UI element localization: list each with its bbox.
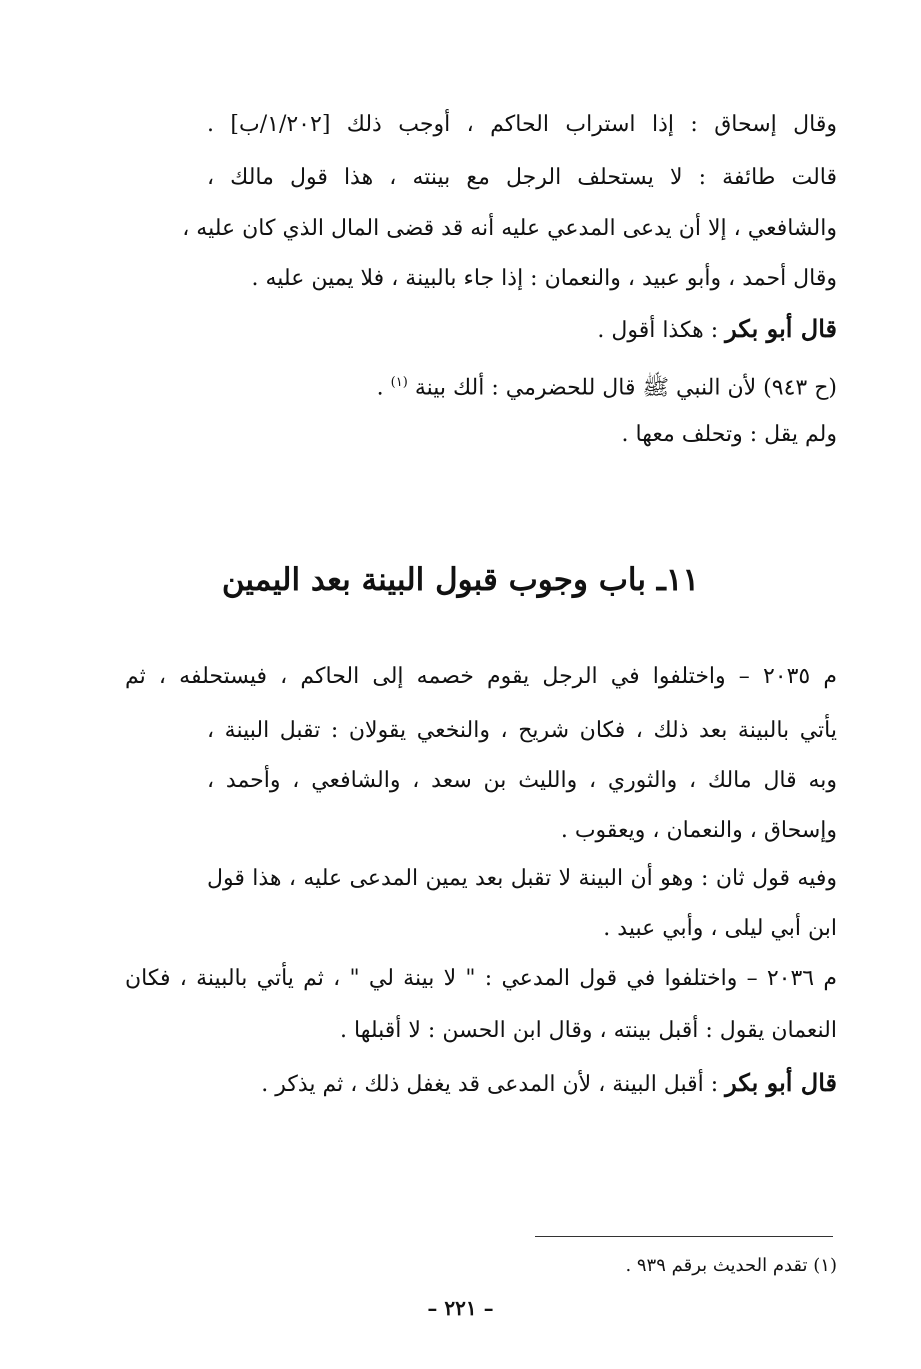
chapter-heading: ١١ـ باب وجوب قبول البينة بعد اليمين — [221, 562, 700, 598]
text-line: وإسحاق ، والنعمان ، ويعقوب . — [560, 818, 837, 843]
abu-bakr-label: قال أبو بكر — [725, 314, 837, 343]
hadith-line: (ح ٩٤٣) لأن النبي ﷺ قال للحضرمي : ألك بينة $^{(١)}$ . — [376, 375, 837, 401]
text-line: يأتي بالبينة بعد ذلك ، فكان شريح ، والنخعي يقولان : تقبل البينة ، — [207, 718, 837, 743]
text-line: النعمان يقول : أقبل بينته ، وقال ابن الحسن : لا أقبلها . — [340, 1018, 837, 1043]
footnote-divider — [535, 1236, 833, 1237]
text-line: قالت طائفة : لا يستحلف الرجل مع بينته ، هذا قول مالك ، — [207, 165, 837, 190]
abu-bakr-statement: قال أبو بكر : هكذا أقول . — [597, 314, 837, 343]
text-line: وفيه قول ثان : وهو أن البينة لا تقبل بعد يمين المدعى عليه ، هذا قول — [207, 866, 837, 891]
abu-bakr-statement: قال أبو بكر : أقبل البينة ، لأن المدعى قد يغفل ذلك ، ثم يذكر . — [261, 1068, 837, 1097]
text-line: والشافعي ، إلا أن يدعى المدعي عليه أنه قد قضى المال الذي كان عليه ، — [182, 216, 837, 241]
hadith-reference: (ح ٩٤٣) — [763, 375, 837, 401]
masala-2035-line: م ٢٠٣٥ – واختلفوا في الرجل يقوم خصمه إلى الحاكم ، فيستحلفه ، ثم — [125, 664, 837, 689]
text-line: وبه قال مالك ، والثوري ، والليث بن سعد ، والشافعي ، وأحمد ، — [207, 768, 837, 793]
text-line: وقال إسحاق : إذا استراب الحاكم ، أوجب ذلك [١/٢٠٢/ب] . — [207, 112, 837, 137]
footnote: (١) تقدم الحديث برقم ٩٣٩ . — [625, 1255, 837, 1276]
abu-bakr-label: قال أبو بكر — [725, 1068, 837, 1097]
footnote-marker: (١) — [390, 375, 408, 390]
masala-2036-line: م ٢٠٣٦ – واختلفوا في قول المدعي : " لا بينة لي " ، ثم يأتي بالبينة ، فكان — [125, 966, 837, 991]
text-line: ابن أبي ليلى ، وأبي عبيد . — [603, 916, 837, 941]
page-number: – ٢٢١ – — [427, 1296, 494, 1320]
text-line: ولم يقل : وتحلف معها . — [621, 422, 837, 447]
text-line: وقال أحمد ، وأبو عبيد ، والنعمان : إذا جاء بالبينة ، فلا يمين عليه . — [251, 266, 837, 291]
